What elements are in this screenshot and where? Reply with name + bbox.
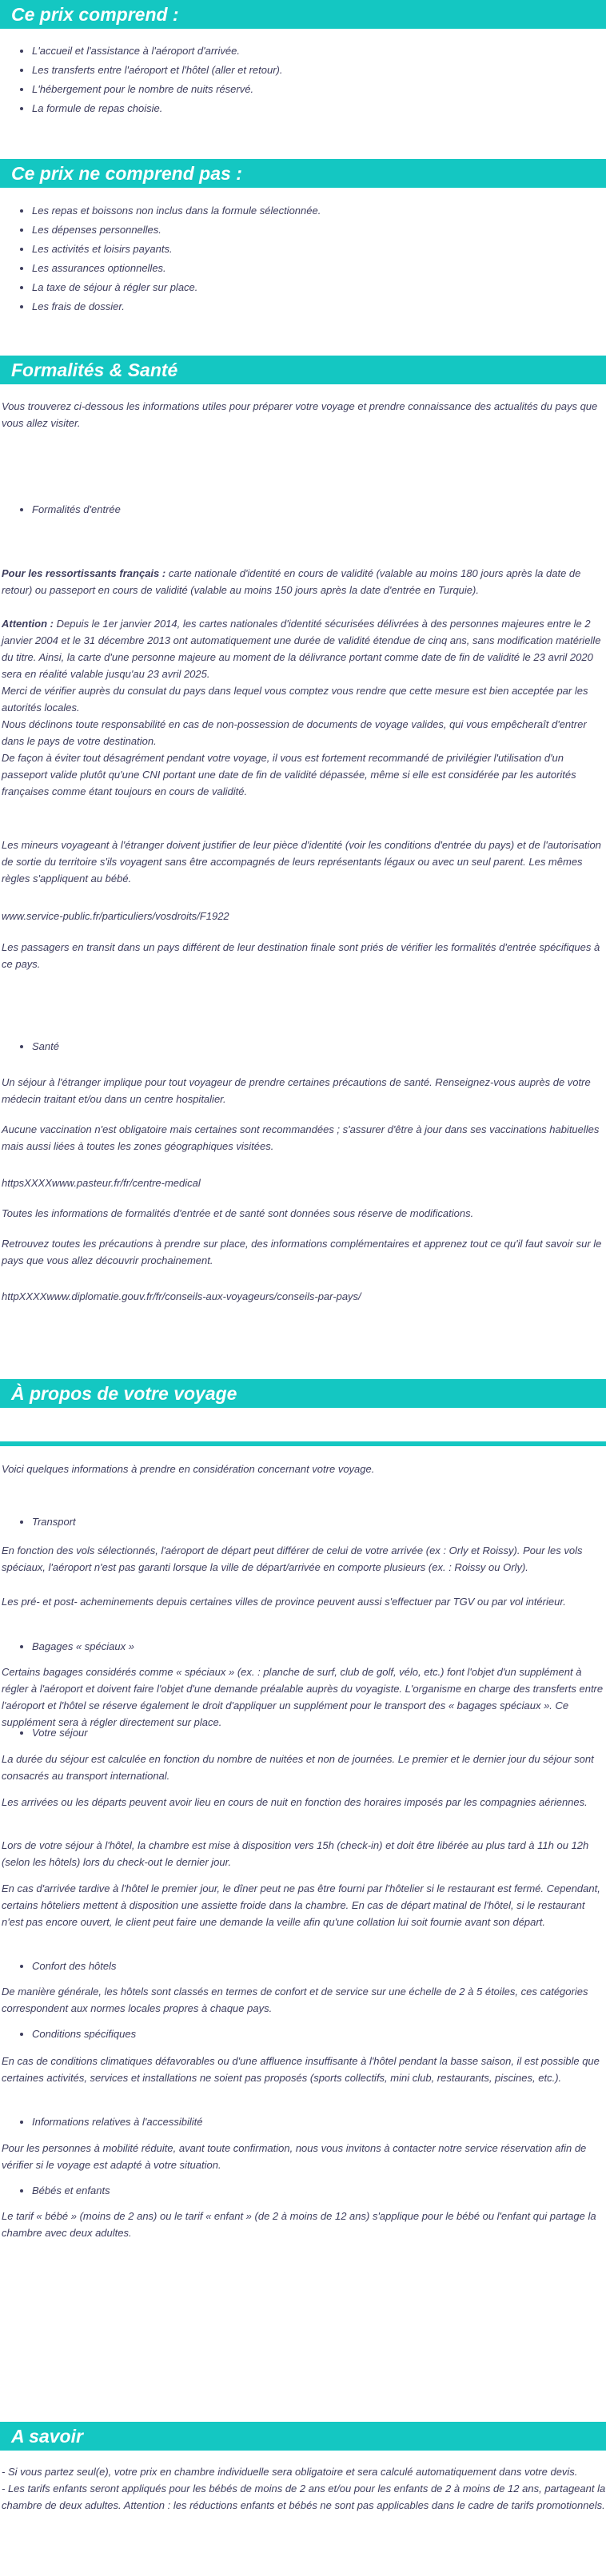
list-item: • Les transferts entre l'aéroport et l'hôtel (aller et retour).	[32, 61, 606, 80]
list-item: • L'hébergement pour le nombre de nuits réservé.	[32, 80, 606, 99]
section-header-excludes	[0, 159, 606, 188]
list-item: • La formule de repas choisie.	[32, 99, 606, 118]
transport-paragraph-1	[0, 1542, 606, 1576]
sejour-bullet-block	[0, 1723, 606, 1743]
paragraph: Le tarif « bébé » (moins de 2 ans) ou le tarif « enfant » (de 2 à moins de 12 ans) s'applique pour le bébé ou l'enfant qui partage la chambre avec deux adultes.	[2, 2210, 596, 2239]
url-service-public	[0, 908, 606, 924]
excludes-list	[0, 201, 606, 316]
retrouvez-paragraph	[0, 1235, 606, 1269]
paragraph: En cas de conditions climatiques défavorables ou d'une affluence insuffisante à l'hôtel pendant la basse saison, il est possible que certaines activités, services et installations ne soient pas proposés (sports collectifs, mini club, restaurants, piscines, etc.).	[2, 2055, 600, 2084]
paragraph: Un séjour à l'étranger implique pour tout voyageur de prendre certaines précautions de santé. Renseignez-vous auprès de votre médecin traitant et/ou dans un centre hospitalier.	[2, 1076, 591, 1105]
list-item: • Bagages « spéciaux »	[32, 1637, 606, 1656]
paragraph: - Si vous partez seul(e), votre prix en chambre individuelle sera obligatoire et sera calculé automatiquement dans votre devis.	[2, 2466, 578, 2478]
sante-paragraph-1	[0, 1074, 606, 1107]
list-item: • Les activités et loisirs payants.	[32, 240, 606, 259]
section-header-formalites	[0, 356, 606, 384]
list-item: • Les repas et boissons non inclus dans la formule sélectionnée.	[32, 201, 606, 221]
sejour-paragraph-4	[0, 1880, 606, 1930]
list-item: • Transport	[32, 1513, 606, 1532]
section-header-asavoir	[0, 2422, 606, 2451]
paragraph: Les pré- et post- acheminements depuis certaines villes de province peuvent aussi s'effectuer par TGV ou par vol intérieur.	[2, 1596, 566, 1608]
paragraph: Certains bagages considérés comme « spéciaux » (ex. : planche de surf, club de golf, vélo, etc.) font l'objet d'un supplément à régler à l'aéroport et doivent faire l'objet d'une demande préalable auprès du voyagiste. L'organisme en charge des transferts entre l'aéroport et l'hôtel se réserve également le droit d'appliquer un supplément pour le transport des « bagages spéciaux ». Ce supplément sera à régler directement sur place.	[2, 1666, 604, 1728]
mineurs-paragraph	[0, 837, 606, 887]
asavoir-block	[0, 2463, 606, 2514]
list-item: • Informations relatives à l'accessibilité	[32, 2113, 606, 2132]
paragraph: En cas d'arrivée tardive à l'hôtel le premier jour, le dîner peut ne pas être fourni par l'hôtelier si le restaurant est fermé. Cependant, certains hôteliers mettent à disposition une assiette froide dans la chambre. En cas de départ matinal de l'hôtel, si le restaurant n'est pas encore ouvert, le client peut faire une demande la veille afin qu'une collation lui soit fournie avant son départ.	[2, 1882, 600, 1928]
includes-list-block	[0, 42, 606, 118]
ressortissants-paragraph	[0, 565, 606, 598]
paragraph: Voici quelques informations à prendre en considération concernant votre voyage.	[2, 1463, 375, 1475]
transport-bullet-block	[0, 1513, 606, 1532]
paragraph: En fonction des vols sélectionnés, l'aéroport de départ peut différer de celui de votre arrivée (ex : Orly et Roissy). Pour les vols spéciaux, l'aéroport n'est pas garanti lorsque la ville de départ/arrivée en comporte plusieurs (ex. : Roissy ou Orly).	[2, 1544, 583, 1573]
accessibilite-bullet-block	[0, 2113, 606, 2132]
sejour-paragraph-3	[0, 1837, 606, 1870]
sante-bullet-block	[0, 1037, 606, 1056]
paragraph	[2, 615, 606, 682]
paragraph: Les arrivées ou les départs peuvent avoir lieu en cours de nuit en fonction des horaires imposés par les compagnies aériennes.	[2, 1796, 588, 1808]
confort-paragraph	[0, 1983, 606, 2017]
bagages-bullet-block	[0, 1637, 606, 1656]
list-item: • La taxe de séjour à régler sur place.	[32, 278, 606, 297]
list-item: • L'accueil et l'assistance à l'aéroport d'arrivée.	[32, 42, 606, 61]
paragraph: Merci de vérifier auprès du consulat du pays dans lequel vous comptez vous rendre que cette mesure est bien acceptée par les autorités locales.	[2, 685, 588, 714]
section-header-includes	[0, 0, 606, 29]
bebes-bullet-block	[0, 2181, 606, 2200]
url-pasteur	[0, 1175, 606, 1191]
paragraph-text: carte nationale d'identité en cours de validité (valable au moins 180 jours après la date de retour) ou passeport en cours de validité (valable au moins 150 jours après la date d'entrée en Turquie).	[2, 567, 581, 596]
section-title: A savoir	[11, 2426, 83, 2447]
reserve-paragraph	[0, 1205, 606, 1222]
bold-label: Attention :	[2, 618, 54, 630]
paragraph: Les mineurs voyageant à l'étranger doivent justifier de leur pièce d'identité (voir les conditions d'entrée du pays) et de l'autorisation de sortie du territoire s'ils voyagent sans être accompagnés de leurs représentants légaux ou avec un seul parent. Les mêmes règles s'appliquent au bébé.	[2, 839, 601, 885]
paragraph: Pour les personnes à mobilité réduite, avant toute confirmation, nous vous invitons à contacter notre service réservation afin de vérifier si le voyage est adapté à votre situation.	[2, 2142, 587, 2171]
section-title: Ce prix comprend :	[11, 4, 179, 25]
sante-paragraph-2	[0, 1121, 606, 1155]
excludes-list-block	[0, 201, 606, 316]
list-item: • Les frais de dossier.	[32, 297, 606, 316]
formalites-intro	[0, 398, 606, 431]
bold-label: Pour les ressortissants français :	[2, 567, 166, 579]
list-item: • Votre séjour	[32, 1723, 606, 1743]
conditions-paragraph	[0, 2053, 606, 2086]
paragraph: Retrouvez toutes les précautions à prendre sur place, des informations complémentaires et apprenez tout ce qu'il faut savoir sur le pays que vous allez découvrir prochainement.	[2, 1238, 602, 1266]
list-item: • Confort des hôtels	[32, 1957, 606, 1976]
list-item: • Formalités d'entrée	[32, 500, 606, 519]
paragraph: - Les tarifs enfants seront appliqués pour les bébés de moins de 2 ans et/ou pour les enfants de 2 à moins de 12 ans, partageant la chambre de deux adultes. Attention : les réductions enfants et bébés ne sont pas applicables dans le cadre de tarifs promotionnels.	[2, 2483, 606, 2511]
section-title: À propos de votre voyage	[11, 1383, 237, 1404]
conditions-bullet-block	[0, 2025, 606, 2044]
list-item: • Bébés et enfants	[32, 2181, 606, 2200]
paragraph: De manière générale, les hôtels sont classés en termes de confort et de service sur une échelle de 2 à 5 étoiles, ces catégories correspondent aux normes locales propres à chaque pays.	[2, 1986, 588, 2014]
list-item: • Les assurances optionnelles.	[32, 259, 606, 278]
paragraph: Lors de votre séjour à l'hôtel, la chambre est mise à disposition vers 15h (check-in) et doit être libérée au plus tard à 11h ou 12h (selon les hôtels) lors du check-out le dernier jour.	[2, 1839, 589, 1868]
sejour-paragraph-2	[0, 1794, 606, 1811]
paragraph: Nous déclinons toute responsabilité en cas de non-possession de documents de voyage valides, qui vous empêcheraît d'entrer dans le pays de votre destination.	[2, 718, 587, 747]
sejour-paragraph-1	[0, 1751, 606, 1784]
paragraph: La durée du séjour est calculée en fonction du nombre de nuitées et non de journées. Le premier et le dernier jour du séjour sont consacrés au transport international.	[2, 1753, 594, 1782]
paragraph: De façon à éviter tout désagrément pendant votre voyage, il vous est fortement recommandé de privilégier l'utilisation d'un passeport valide plutôt qu'une CNI portant une date de fin de validité dépassée, même si elle est considérée par les autorités françaises comme étant toujours en cours de validité.	[2, 752, 576, 797]
attention-paragraph	[0, 615, 606, 800]
paragraph: Vous trouverez ci-dessous les informations utiles pour préparer votre voyage et prendre connaissance des actualités du pays que vous allez visiter.	[2, 400, 598, 429]
paragraph-text: Depuis le 1er janvier 2014, les cartes nationales d'identité sécurisées délivrées à des personnes majeures entre le 2 janvier 2004 et le 31 décembre 2013 ont automatiquement une durée de validité étendue de cinq ans, sans modification matérielle du titre. Ainsi, la carte d'une personne majeure au moment de la délivrance portant comme date de fin de validité le 23 avril 2020 sera en réalité valable jusqu'au 23 avril 2025.	[2, 618, 601, 680]
paragraph: Toutes les informations de formalités d'entrée et de santé sont données sous réserve de modifications.	[2, 1207, 474, 1219]
includes-list	[0, 42, 606, 118]
transport-paragraph-2	[0, 1593, 606, 1610]
list-item: • Conditions spécifiques	[32, 2025, 606, 2044]
paragraph	[2, 565, 606, 598]
accessibilite-paragraph	[0, 2140, 606, 2173]
confort-bullet-block	[0, 1957, 606, 1976]
paragraph: Les passagers en transit dans un pays différent de leur destination finale sont priés de vérifier les formalités d'entrée spécifiques à ce pays.	[2, 941, 600, 970]
section-title: Formalités & Santé	[11, 360, 178, 380]
url-text: httpsXXXXwww.pasteur.fr/fr/centre-medical	[2, 1177, 201, 1189]
transit-paragraph	[0, 939, 606, 972]
list-item: • Les dépenses personnelles.	[32, 221, 606, 240]
divider	[0, 1441, 606, 1446]
url-diplomatie	[0, 1288, 606, 1305]
section-title: Ce prix ne comprend pas :	[11, 163, 242, 184]
url-text: httpXXXXwww.diplomatie.gouv.fr/fr/conseils-aux-voyageurs/conseils-par-pays/	[2, 1290, 361, 1302]
apropos-intro	[0, 1461, 606, 1477]
url-text: www.service-public.fr/particuliers/vosdroits/F1922	[2, 910, 229, 922]
list-item: • Santé	[32, 1037, 606, 1056]
section-header-apropos	[0, 1379, 606, 1408]
bagages-paragraph	[0, 1664, 606, 1731]
paragraph: Aucune vaccination n'est obligatoire mais certaines sont recommandées ; s'assurer d'être à jour dans ses vaccinations habituelles mais aussi liées à toutes les zones géographiques visitées.	[2, 1123, 600, 1152]
bebes-paragraph	[0, 2208, 606, 2241]
entree-bullet-block	[0, 500, 606, 519]
